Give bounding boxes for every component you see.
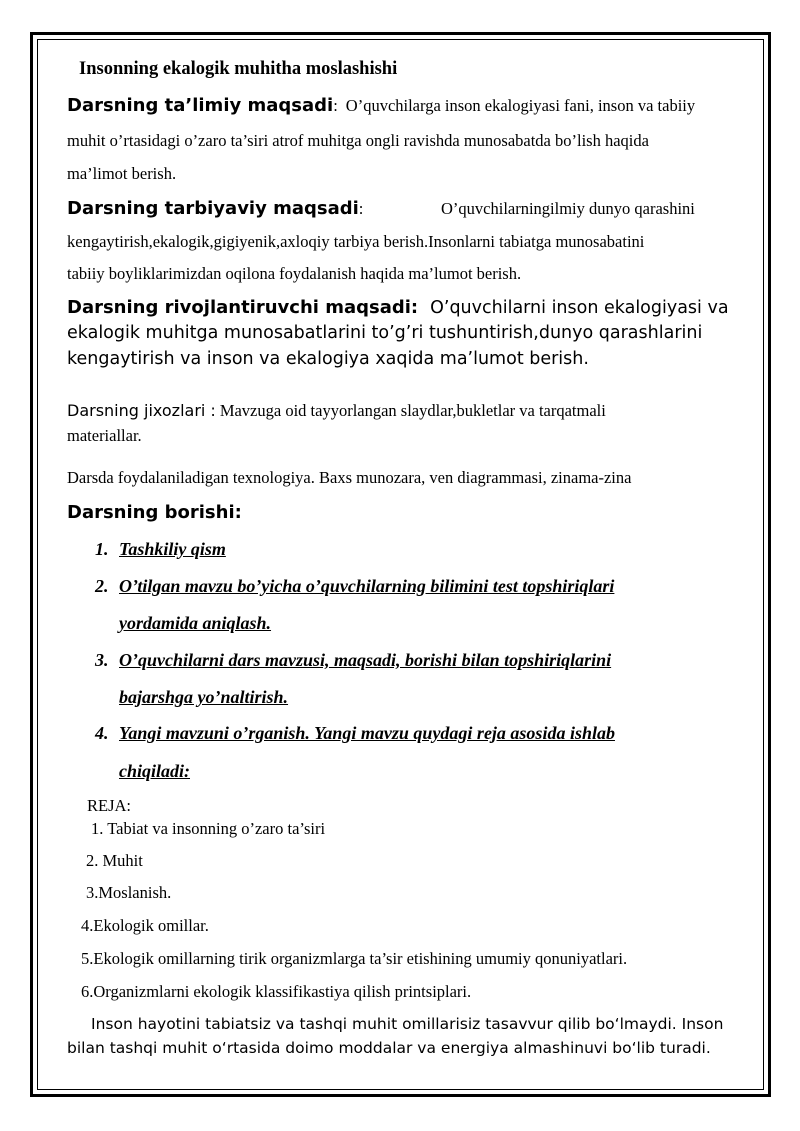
list-item-text: yordamida aniqlash. (119, 613, 272, 633)
list-item-number: 1. (95, 539, 109, 559)
plan-item: 2. Muhit (86, 851, 143, 870)
equipment-line-1 (67, 401, 606, 421)
developmental-goal-label: Darsning rivojlantiruvchi maqsadi: (67, 297, 419, 318)
equipment-text-2: materiallar. (67, 426, 142, 445)
list-item-number: 2. (95, 576, 109, 596)
list-item-number: 3. (95, 650, 109, 670)
educational-goal-text-3: ma’limot berish. (67, 164, 177, 183)
list-item-number: 4. (95, 723, 109, 743)
developmental-goal-text-1: O’quvchilarni inson ekalogiyasi va (430, 298, 729, 318)
developmental-goal-text-2: ekalogik muhitga munosabatlarini to’g’ri tushuntirish,dunyo qarashlarini (67, 323, 703, 343)
plan-heading: REJA: (87, 796, 132, 815)
document-title: Insonning ekalogik muhitha moslashishi (79, 59, 398, 79)
list-item-text: Yangi mavzuni o’rganish. Yangi mavzu quydagi reja asosida ishlab (119, 723, 615, 743)
technology-line: Darsda foydalaniladigan texnologiya. Baxs munozara, ven diagrammasi, zinama-zina (67, 468, 632, 487)
plan-item: 4.Ekologik omillar. (81, 916, 209, 935)
upbringing-goal-colon: : (358, 199, 364, 218)
closing-paragraph-line-1: Inson hayotini tabiatsiz va tashqi muhit omillarisiz tasavvur qilib bo‘lmaydi. Inson (91, 1015, 724, 1033)
educational-goal-colon: : (333, 96, 338, 115)
list-item-text: Tashkiliy qism (119, 539, 226, 559)
equipment-text-1: Mavzuga oid tayyorlangan slaydlar,bukletlar va tarqatmali (219, 401, 606, 420)
upbringing-goal-text-3: tabiiy boyliklarimizdan oqilona foydalanish haqida ma’lumot berish. (67, 264, 522, 283)
upbringing-goal-line-1 (67, 198, 363, 219)
list-item-text: bajarshga yo’naltirish. (119, 687, 289, 707)
list-item-text: chiqiladi: (119, 761, 190, 781)
developmental-goal-text-3: kengaytirish va inson va ekalogiya xaqida ma’lumot berish. (67, 349, 589, 369)
plan-item: 5.Ekologik omillarning tirik organizmlarga ta’sir etishining umumiy qonuniyatlari. (81, 949, 628, 968)
plan-item: 3.Moslanish. (86, 883, 172, 902)
plan-item: 1. Tabiat va insonning o’zaro ta’siri (91, 819, 326, 838)
closing-paragraph-line-2: bilan tashqi muhit o‘rtasida doimo moddalar va energiya almashinuvi bo‘lib turadi. (67, 1039, 711, 1057)
upbringing-goal-label: Darsning tarbiyaviy maqsadi (67, 198, 359, 219)
list-item-text: O’tilgan mavzu bo’yicha o’quvchilarning bilimini test topshiriqlari (119, 576, 615, 596)
educational-goal-text-2: muhit o’rtasidagi o’zaro ta’siri atrof muhitga ongli ravishda munosabatda bo’lish haqida (67, 131, 649, 150)
educational-goal-text-1: O’quvchilarga inson ekalogiyasi fani, inson va tabiiy (345, 96, 696, 115)
lesson-course-heading: Darsning borishi: (67, 502, 242, 523)
upbringing-goal-text-2: kengaytirish,ekalogik,gigiyenik,axloqiy tarbiya berish.Insonlarni tabiatga munosabatini (67, 232, 645, 251)
educational-goal-label: Darsning ta’limiy maqsadi (67, 95, 334, 116)
equipment-label: Darsning jixozlari : (67, 401, 216, 420)
list-item-text: O’quvchilarni dars mavzusi, maqsadi, borishi bilan topshiriqlarini (119, 650, 612, 670)
developmental-goal-line-1 (67, 297, 729, 318)
upbringing-goal-text-1: O’quvchilarningilmiy dunyo qarashini (441, 199, 695, 218)
plan-item: 6.Organizmlarni ekologik klassifikastiya qilish printsiplari. (81, 982, 472, 1001)
educational-goal-line-1 (67, 95, 695, 116)
